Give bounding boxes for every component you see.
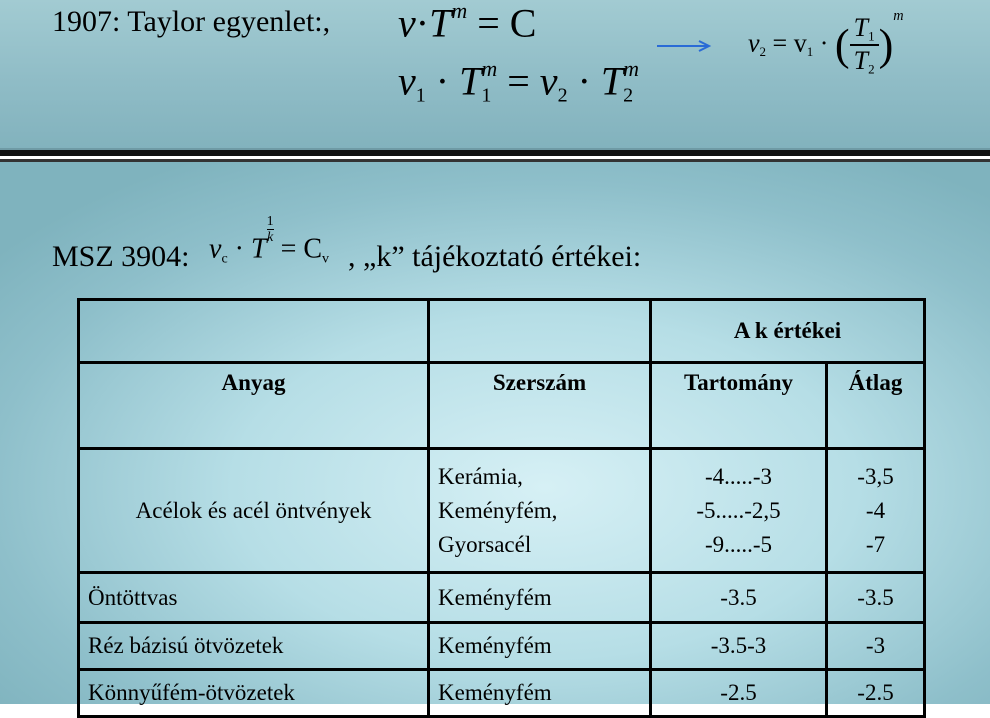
cell-szerszam: Keményfém <box>429 670 651 717</box>
cell-line: Gyorsacél <box>438 531 532 557</box>
msz-formula: $v_c \cdot T$ $\frac{1}{k}$ = $C_v$ <box>209 214 330 267</box>
cell-atlag: -3 <box>827 623 925 670</box>
cell-szerszam <box>429 449 651 573</box>
cell-tartomany: -2.5 <box>651 670 827 717</box>
divider <box>0 150 990 156</box>
arrow-right-icon <box>655 38 715 54</box>
cell-line: -4 <box>865 497 886 523</box>
taylor-equation: $v\cdot T^m = C$ <box>398 0 537 46</box>
velocity-ratio-equation: $v_2 = v_1$ · ( $\frac{T_1}{T_2}$ )$^m$ <box>748 8 904 78</box>
msz-title-suffix: , „k” tájékoztató értékei: <box>348 240 642 273</box>
table-header-row <box>79 300 925 363</box>
group-header-k-values: A k értékei <box>651 300 925 363</box>
cell-line: -4.....-3 <box>704 463 773 489</box>
cell-szerszam: Keményfém <box>429 623 651 670</box>
cell-anyag: Könnyűfém-ötvözetek <box>79 670 429 717</box>
table-row <box>79 670 925 717</box>
cell-anyag: Acélok és acél öntvények <box>79 449 429 573</box>
taylor-equation-two-points: $v_1 \cdot T_1^m = v_2 \cdot T_2^m$ <box>398 56 640 107</box>
cell-anyag: Öntöttvas <box>79 573 429 623</box>
cell-line: -3,5 <box>857 463 894 489</box>
cell-anyag: Réz bázisú ötvözetek <box>79 623 429 670</box>
header-atlag: Átlag <box>827 363 925 449</box>
table-row <box>79 623 925 670</box>
cell-line: -9.....-5 <box>704 531 773 557</box>
cell-line: Keményfém, <box>438 497 558 523</box>
cell-tartomany: -3.5 <box>651 573 827 623</box>
taylor-title: 1907: Taylor egyenlet:, <box>52 5 331 38</box>
header-tartomany: Tartomány <box>651 363 827 449</box>
cell-line: -5.....-2,5 <box>696 497 781 523</box>
cell-tartomany: -3.5-3 <box>651 623 827 670</box>
header-szerszam: Szerszám <box>429 363 651 449</box>
table-header-row <box>79 363 925 449</box>
cell-line: -7 <box>865 531 886 557</box>
table-row <box>79 449 925 573</box>
header-anyag: Anyag <box>79 363 429 449</box>
header-empty-cell <box>79 300 429 363</box>
cell-szerszam: Keményfém <box>429 573 651 623</box>
cell-atlag: -2.5 <box>827 670 925 717</box>
cell-tartomany <box>651 449 827 573</box>
k-values-table <box>77 298 926 718</box>
cell-line: Kerámia, <box>438 463 523 489</box>
cell-atlag: -3.5 <box>827 573 925 623</box>
table-row <box>79 573 925 623</box>
msz-title: MSZ 3904: <box>52 240 190 273</box>
cell-atlag <box>827 449 925 573</box>
header-empty-cell <box>429 300 651 363</box>
